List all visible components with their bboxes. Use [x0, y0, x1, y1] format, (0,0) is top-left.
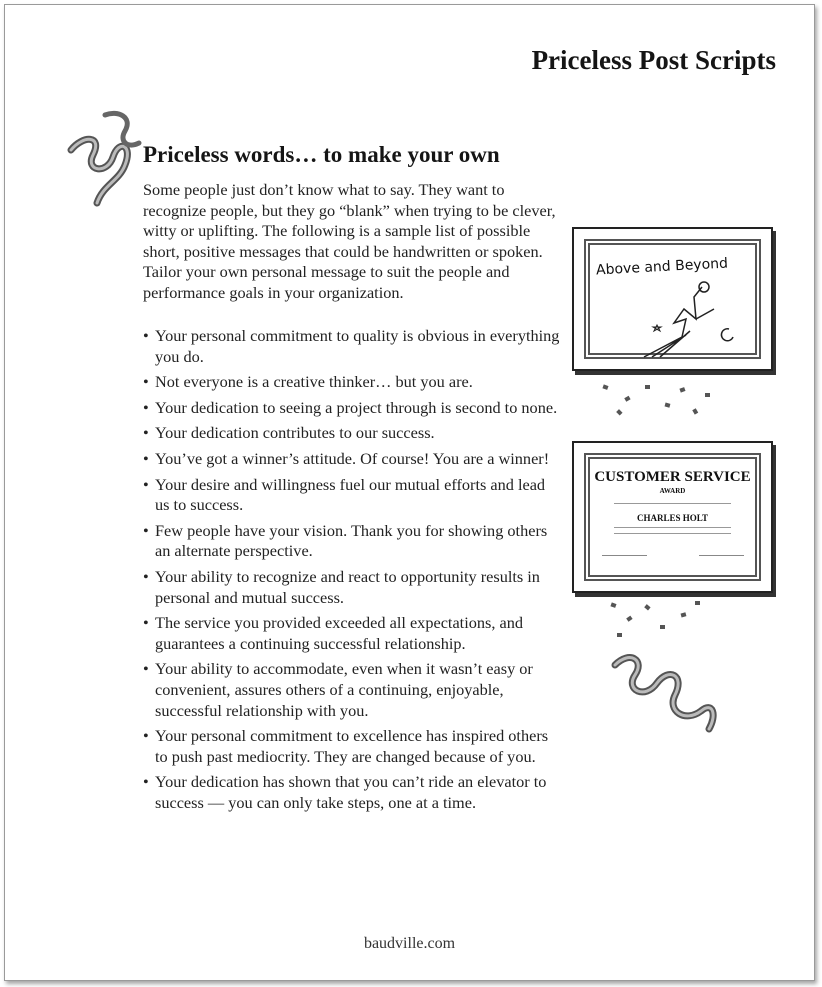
- bullet-icon: •: [143, 326, 149, 345]
- certificate-title: CUSTOMER SERVICE: [594, 469, 751, 485]
- bullet-icon: •: [143, 474, 149, 494]
- certificate-subtitle: AWARD: [659, 487, 686, 495]
- page-header-title: Priceless Post Scripts: [531, 45, 776, 75]
- section-heading: Priceless words… to make your own: [143, 142, 500, 167]
- list-item-text: Your dedication has shown that you can’t ride an elevator to success — you can only take steps, one at a time.: [155, 772, 547, 812]
- list-item-text: Your ability to recognize and react to opportunity results in personal and mutual success.: [155, 566, 540, 607]
- confetti-decoration-icon: [5, 5, 814, 980]
- certificate-title: Above and Beyond: [595, 255, 729, 279]
- bullet-icon: •: [143, 726, 149, 746]
- document-page: [4, 4, 815, 981]
- list-item-text: Your dedication to seeing a project through is second to none.: [155, 397, 558, 417]
- list-item-text: The service you provided exceeded all expectations, and guarantees a continuing successful relationship.: [155, 613, 523, 653]
- certificate-recipient: CHARLES HOLT: [637, 513, 708, 523]
- list-item-text: Your ability to accommodate, even when it wasn’t easy or convenient, assures others of a continuing, enjoyable, successful relationship with you.: [155, 659, 533, 720]
- bullet-icon: •: [143, 448, 149, 468]
- bullet-icon: •: [143, 613, 149, 633]
- bullet-icon: •: [143, 397, 149, 417]
- ribbon-decoration-icon: [605, 645, 725, 735]
- bullet-icon: •: [143, 520, 149, 540]
- list-item-text: Your desire and willingness fuel our mutual efforts and lead us to success.: [155, 474, 546, 515]
- bullet-icon: •: [143, 372, 149, 392]
- list-item-text: You’ve got a winner’s attitude. Of course! You are a winner!: [155, 448, 550, 468]
- list-item-text: Your personal commitment to quality is obvious in everything you do.: [155, 326, 560, 366]
- list-item-text: Few people have your vision. Thank you for showing others an alternate perspective.: [155, 520, 548, 561]
- bullet-icon: •: [143, 566, 149, 586]
- footer-url: baudville.com: [363, 935, 456, 952]
- bullet-icon: •: [143, 659, 149, 679]
- list-item-text: Your dedication contributes to our success.: [155, 423, 435, 443]
- intro-paragraph: Some people just don’t know what to say. They want to recognize people, but they go “blank” when trying to be clever, witty or uplifting. The following is a sample list of possible short, positive messages that could be handwritten or spoken. Tailor your own personal message to suit the people and performance goals in your organization.: [143, 180, 556, 302]
- list-item-text: Not everyone is a creative thinker… but you are.: [155, 372, 473, 392]
- bullet-icon: •: [143, 423, 149, 443]
- list-item-text: Your personal commitment to excellence has inspired others to push past mediocrity. They are changed because of you.: [155, 726, 549, 766]
- bullet-icon: •: [143, 772, 149, 792]
